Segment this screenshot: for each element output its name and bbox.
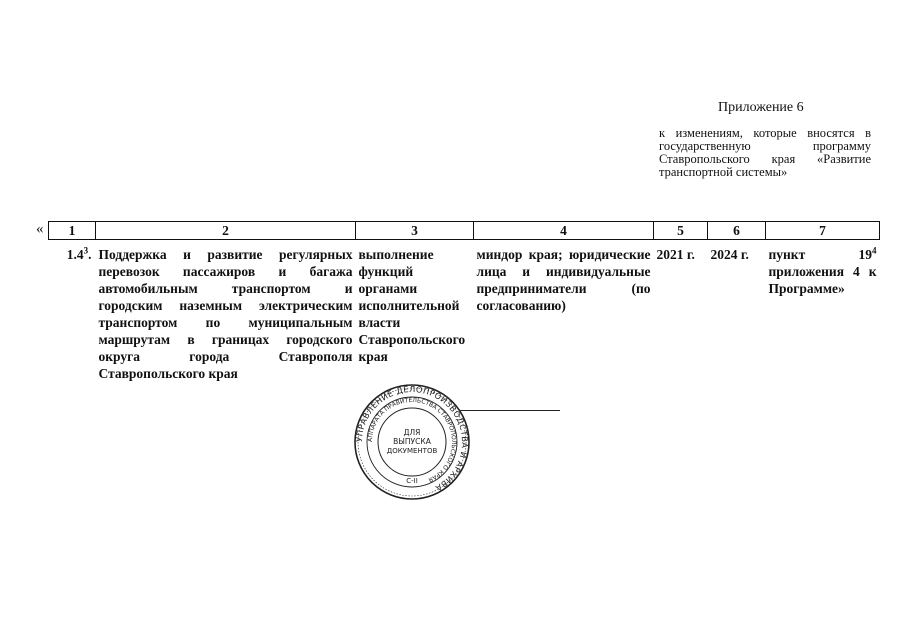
program-table	[48, 221, 880, 382]
column-header-5: 5	[654, 222, 708, 240]
row-executor: выполнение функций органами исполнительной власти Ставропольского края	[358, 247, 466, 364]
official-stamp	[352, 382, 472, 502]
signature-line	[460, 410, 560, 411]
column-header-6: 6	[708, 222, 766, 240]
row-participants: миндор края; юридические лица и индивидуальные предприниматели (по согласованию)	[476, 247, 651, 313]
stamp-center-line3: ДОКУМЕНТОВ	[386, 447, 438, 455]
column-number-row	[49, 222, 880, 240]
stamp-center-line2: ВЫПУСКА	[393, 437, 431, 446]
stamp-center-line1: ДЛЯ	[403, 428, 421, 437]
appendix-title: Приложение 6	[718, 100, 804, 115]
row-reference: пункт $19^4$ приложения 4 к Программе»	[768, 245, 877, 296]
row-number: $1.4^3$.	[66, 245, 92, 262]
stamp-inner-text: АППАРАТА ПРАВИТЕЛЬСТВА СТАВРОПОЛЬСКОГО КРАЯ	[366, 396, 458, 484]
column-header-4: 4	[474, 222, 654, 240]
row-start-year: 2021 г.	[656, 247, 695, 262]
table-row	[49, 240, 880, 383]
opening-quote: «	[36, 221, 44, 237]
appendix-subtitle: к изменениям, которые вносятся в государственную программу Ставропольского края «Развитие транспортной системы»	[659, 126, 871, 179]
stamp-seal-icon	[352, 382, 472, 502]
row-end-year: 2024 г.	[710, 247, 749, 262]
column-header-3: 3	[356, 222, 474, 240]
column-header-7: 7	[766, 222, 880, 240]
column-header-2: 2	[96, 222, 356, 240]
stamp-outer-text: УПРАВЛЕНИЕ ДЕЛОПРОИЗВОДСТВА И АРХИВА	[353, 383, 471, 494]
column-header-1: 1	[49, 222, 96, 240]
stamp-code: С-II	[406, 477, 418, 485]
row-description: Поддержка и развитие регулярных перевозок пассажиров и багажа автомобильным транспортом и городским наземным электрическим транспортом по муниципальным маршрутам в границах городского округа города Ставрополя Ставропольского края	[98, 247, 353, 381]
